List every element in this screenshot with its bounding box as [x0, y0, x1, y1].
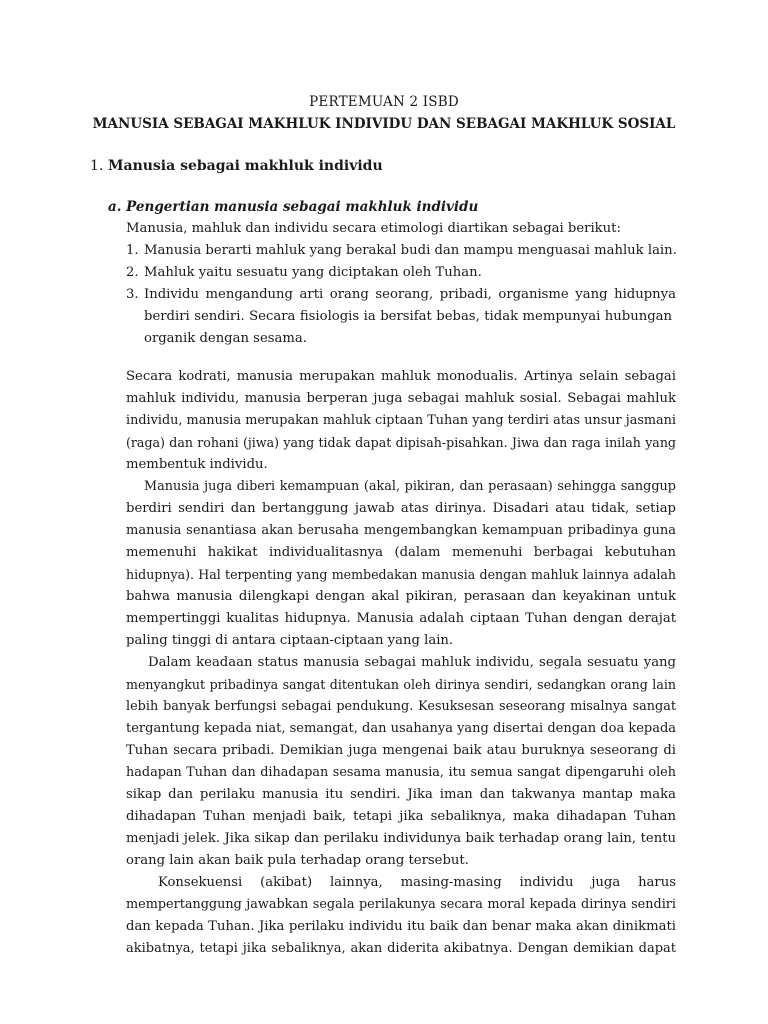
paragraph-line: lebih banyak berfungsi sebagai pendukung. Kesuksesan seseorang misalnya sangat [126, 699, 676, 714]
section-title: Manusia sebagai makhluk individu [108, 158, 383, 174]
paragraph-line: orang lain akan baik pula terhadap orang tersebut. [126, 853, 469, 868]
paragraph-line: Secara kodrati, manusia merupakan mahluk monodualis. Artinya selain sebagai [126, 369, 676, 384]
list-item: organik dengan sesama. [144, 331, 307, 346]
paragraph-line: Tuhan secara pribadi. Demikian juga mengenai baik atau buruknya seseorang di [126, 743, 676, 758]
paragraph-line: paling tinggi di antara ciptaan-ciptaan yang lain. [126, 633, 454, 648]
paragraph-line: berdiri sendiri dan bertanggung jawab atas dirinya. Disadari atau tidak, setiap [126, 501, 676, 516]
paragraph-line: membentuk individu. [126, 457, 268, 472]
paragraph-line: dihadapan Tuhan menjadi baik, tetapi jika sebaliknya, maka dihadapan Tuhan [126, 809, 676, 824]
list-item: berdiri sendiri. Secara fisiologis ia bersifat bebas, tidak mempunyai hubungan [144, 309, 672, 324]
document-title-line1: PERTEMUAN 2 ISBD [309, 94, 459, 110]
paragraph-line: Dalam keadaan status manusia sebagai mahluk individu, segala sesuatu yang [148, 655, 676, 670]
paragraph-line: Konsekuensi (akibat) lainnya, masing-masing individu juga harus [158, 875, 676, 890]
paragraph-line: Manusia juga diberi kemampuan (akal, pikiran, dan perasaan) sehingga sanggup [144, 479, 676, 494]
paragraph-line: individu, manusia merupakan mahluk ciptaan Tuhan yang terdiri atas unsur jasmani [126, 413, 676, 428]
section-number: 1. [90, 158, 104, 174]
paragraph-line: mempertanggung jawabkan segala perilakunya secara moral kepada dirinya sendiri [126, 897, 676, 912]
paragraph-line: bahwa manusia dilengkapi dengan akal pikiran, perasaan dan keyakinan untuk [126, 589, 676, 604]
paragraph-line: memenuhi hakikat individualitasnya (dalam memenuhi berbagai kebutuhan [126, 545, 676, 560]
list-number: 3. [126, 287, 139, 302]
list-item: Individu mengandung arti orang seorang, pribadi, organisme yang hidupnya [144, 287, 676, 302]
paragraph-line: dan kepada Tuhan. Jika perilaku individu itu baik dan benar maka akan dinikmati [126, 919, 676, 934]
paragraph-line: hadapan Tuhan dan dihadapan sesama manusia, itu semua sangat dipengaruhi oleh [126, 765, 676, 780]
intro-text: Manusia, mahluk dan individu secara etimologi diartikan sebagai berikut: [126, 221, 621, 236]
subsection-heading: a. Pengertian manusia sebagai makhluk individu [108, 199, 479, 215]
list-number: 1. [126, 243, 139, 258]
paragraph-line: sikap dan perilaku manusia itu sendiri. Jika iman dan takwanya mantap maka [126, 787, 676, 802]
document-title-line2: MANUSIA SEBAGAI MAKHLUK INDIVIDU DAN SEBAGAI MAKHLUK SOSIAL [92, 116, 676, 132]
paragraph-line: manusia senantiasa akan berusaha mengembangkan kemampuan pribadinya guna [126, 523, 676, 538]
paragraph-line: menyangkut pribadinya sangat ditentukan oleh dirinya sendiri, sedangkan orang lain [126, 677, 676, 692]
list-item: Mahluk yaitu sesuatu yang diciptakan oleh Tuhan. [144, 265, 482, 280]
paragraph-line: akibatnya, tetapi jika sebaliknya, akan diderita akibatnya. Dengan demikian dapat [126, 941, 676, 956]
paragraph-line: (raga) dan rohani (jiwa) yang tidak dapat dipisah-pisahkan. Jiwa dan raga inilah yang [126, 435, 676, 450]
list-item: Manusia berarti mahluk yang berakal budi dan mampu menguasai mahluk lain. [144, 243, 677, 258]
paragraph-line: menjadi jelek. Jika sikap dan perilaku individunya baik terhadap orang lain, tentu [126, 831, 676, 846]
paragraph-line: hidupnya). Hal terpenting yang membedakan manusia dengan mahluk lainnya adalah [126, 567, 676, 582]
list-number: 2. [126, 265, 139, 280]
section-heading [90, 158, 383, 174]
paragraph-line: mempertinggi kualitas hidupnya. Manusia adalah ciptaan Tuhan dengan derajat [126, 611, 676, 626]
paragraph-line: tergantung kepada niat, semangat, dan usahanya yang disertai dengan doa kepada [126, 721, 677, 736]
paragraph-line: mahluk individu, manusia berperan juga sebagai mahluk sosial. Sebagai mahluk [126, 391, 676, 406]
